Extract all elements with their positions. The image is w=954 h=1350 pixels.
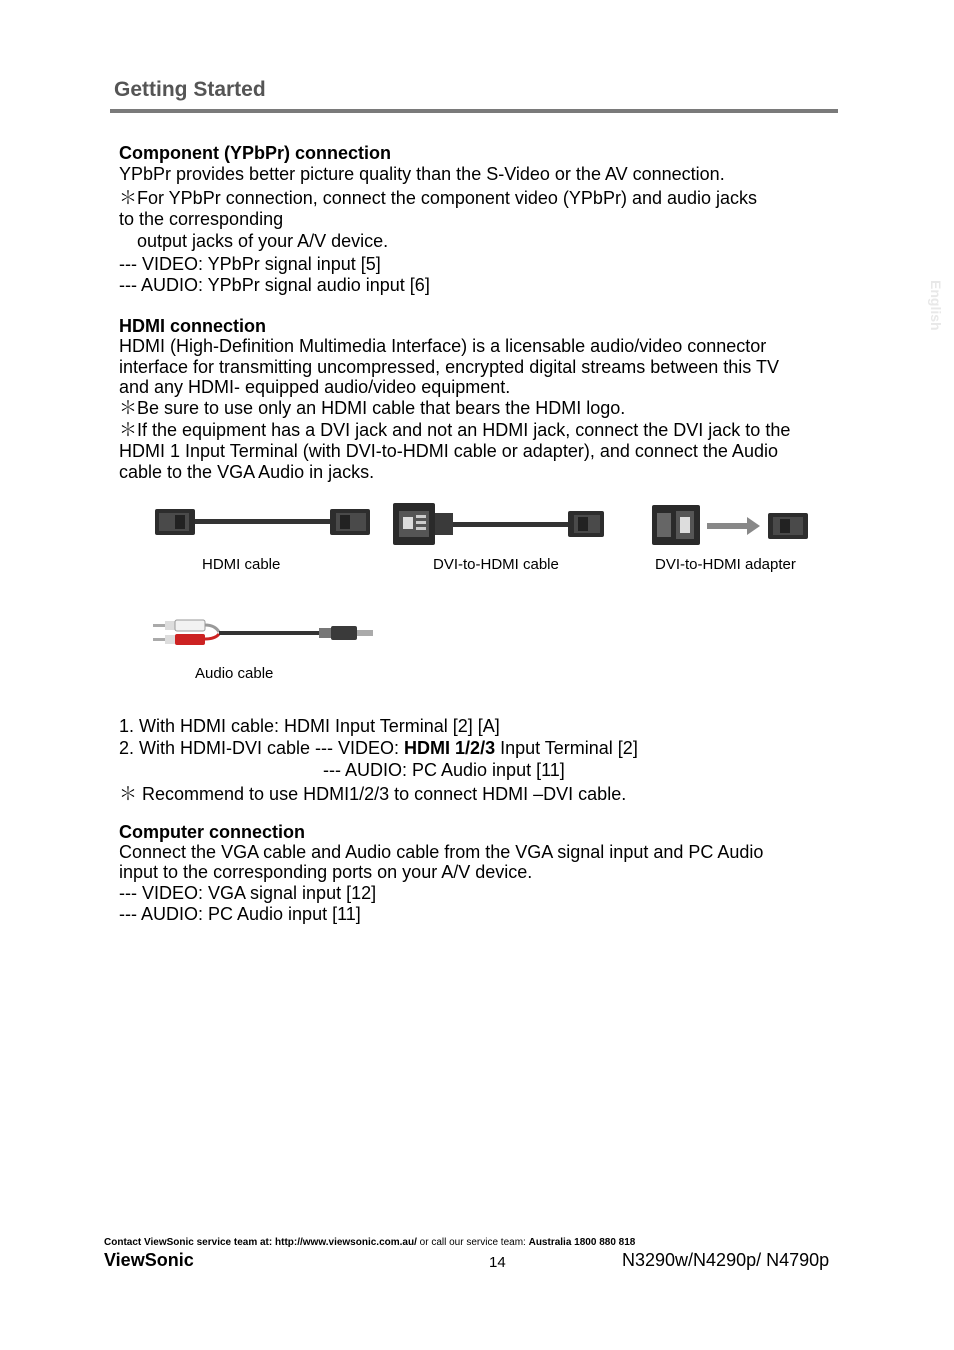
hdmi-heading: HDMI connection bbox=[119, 316, 266, 336]
component-heading: Component (YPbPr) connection bbox=[119, 143, 391, 163]
hdmi-text-4: ＊Be sure to use only an HDMI cable that bears the HDMI logo. bbox=[119, 398, 626, 418]
computer-text-2: input to the corresponding ports on your A/V device. bbox=[119, 862, 533, 882]
component-audio: --- AUDIO: YPbPr signal audio input [6] bbox=[119, 275, 430, 295]
support-url-link[interactable]: http://www.viewsonic.com.au/ bbox=[275, 1237, 417, 1248]
component-text-3: to the corresponding bbox=[119, 209, 284, 229]
computer-video: --- VIDEO: VGA signal input [12] bbox=[119, 883, 377, 903]
brand-name: ViewSonic bbox=[104, 1250, 194, 1270]
step-2 bbox=[119, 738, 638, 759]
step-2-suffix: Input Terminal [2] bbox=[495, 738, 638, 758]
audio-cable-caption: Audio cable bbox=[195, 665, 274, 682]
page-number: 14 bbox=[489, 1254, 506, 1271]
step-2-audio: --- AUDIO: PC Audio input [11] bbox=[323, 760, 565, 780]
support-phone: Australia 1800 880 818 bbox=[528, 1237, 636, 1248]
component-video: --- VIDEO: YPbPr signal input [5] bbox=[119, 254, 381, 274]
model-numbers: N3290w/N4290p/ N4790p bbox=[622, 1250, 830, 1270]
contact-prefix: Contact ViewSonic service team at: bbox=[104, 1237, 275, 1248]
component-text-4: output jacks of your A/V device. bbox=[137, 231, 389, 251]
dvi-hdmi-adapter-image bbox=[652, 505, 810, 547]
component-text-2: ＊For YPbPr connection, connect the component video (YPbPr) and audio jacks bbox=[119, 188, 758, 208]
dvi-hdmi-cable-image bbox=[393, 503, 608, 545]
computer-heading: Computer connection bbox=[119, 822, 306, 842]
computer-text-1: Connect the VGA cable and Audio cable from the VGA signal input and PC Audio bbox=[119, 842, 764, 862]
hdmi-cable-caption: HDMI cable bbox=[202, 556, 281, 573]
step-2-hdmi-terminals: HDMI 1/2/3 bbox=[404, 738, 496, 758]
dvi-hdmi-cable-caption: DVI-to-HDMI cable bbox=[433, 556, 559, 573]
contact-mid: or call our service team: bbox=[416, 1237, 529, 1248]
step-1: 1. With HDMI cable: HDMI Input Terminal [2] [A] bbox=[119, 716, 500, 736]
page-title: Getting Started bbox=[114, 78, 266, 101]
hdmi-text-3: and any HDMI- equipped audio/video equipment. bbox=[119, 377, 511, 397]
hdmi-text-1: HDMI (High-Definition Multimedia Interface) is a licensable audio/video connector bbox=[119, 336, 767, 356]
hdmi-cable-image bbox=[155, 505, 370, 540]
component-text-1: YPbPr provides better picture quality than the S-Video or the AV connection. bbox=[119, 164, 725, 184]
hdmi-text-2: interface for transmitting uncompressed, encrypted digital streams between this TV bbox=[119, 357, 779, 377]
header-rule bbox=[110, 109, 838, 113]
audio-cable-image bbox=[153, 618, 373, 650]
hdmi-text-5: ＊If the equipment has a DVI jack and not an HDMI jack, connect the DVI jack to the bbox=[119, 420, 791, 440]
dvi-hdmi-adapter-caption: DVI-to-HDMI adapter bbox=[655, 556, 796, 573]
hdmi-text-7: cable to the VGA Audio in jacks. bbox=[119, 462, 375, 482]
hdmi-text-6: HDMI 1 Input Terminal (with DVI-to-HDMI cable or adapter), and connect the Audio bbox=[119, 441, 778, 461]
footer-contact bbox=[104, 1237, 635, 1248]
computer-audio: --- AUDIO: PC Audio input [11] bbox=[119, 904, 361, 924]
language-tab: English bbox=[928, 280, 944, 331]
step-2-prefix: 2. With HDMI-DVI cable --- VIDEO: bbox=[119, 738, 405, 758]
hdmi-dvi-note: ＊ Recommend to use HDMI1/2/3 to connect HDMI –DVI cable. bbox=[119, 784, 627, 804]
